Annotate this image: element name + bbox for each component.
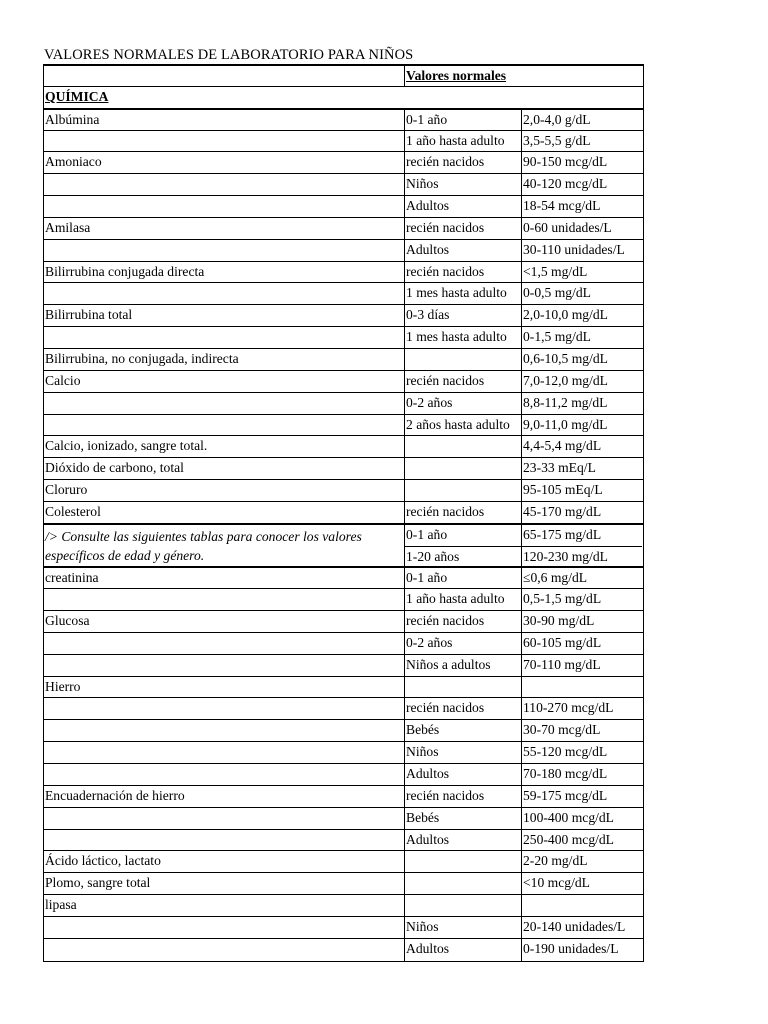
normal-value-cell: 0-190 unidades/L [523,940,619,956]
table-row [44,393,643,415]
table-row [44,742,643,764]
note-line-1: /> Consulte las siguientes tablas para conocer los valores [45,528,362,544]
note-range-1: 0-1 año [405,525,521,547]
age-range-cell: 2 años hasta adulto [405,415,522,436]
age-range-cell: Adultos [405,939,522,961]
header-blank-cell [44,66,405,86]
test-name-cell [44,131,405,152]
normal-value-cell: 2,0-4,0 g/dL [523,111,591,127]
test-name-cell: Encuadernación de hierro [44,786,405,807]
age-range-cell [405,873,522,894]
header-normal-values: Valores normales [406,68,507,83]
test-name-cell [44,830,405,851]
age-range-cell: recién nacidos [405,262,522,283]
table-row [44,851,643,873]
table-row [44,589,643,611]
table-row [44,808,643,830]
normal-value-cell: 40-120 mcg/dL [523,176,608,192]
test-name-cell: Glucosa [44,611,405,632]
section-row [44,87,643,109]
note-range-2: 1-20 años [406,548,460,564]
normal-value-cell: 110-270 mcg/dL [523,700,614,716]
table-row [44,349,643,371]
test-name-cell [44,240,405,261]
normal-value-cell: 0-0,5 mg/dL [523,285,591,301]
normal-value-cell: 0-60 unidades/L [523,219,612,235]
table-row [44,131,643,153]
age-range-cell: Niños [405,174,522,195]
table-row-note [44,524,643,568]
normal-value-cell: 0,6-10,5 mg/dL [523,350,608,366]
test-name-cell [44,196,405,217]
normal-value-cell: 100-400 mcg/dL [523,809,614,825]
test-name-cell: creatinina [44,568,405,588]
age-range-cell: Niños [405,742,522,763]
normal-value-cell: ≤0,6 mg/dL [523,570,588,586]
note-value-cell [522,525,642,567]
normal-value-cell: 30-70 mcg/dL [523,722,601,738]
document-title: VALORES NORMALES DE LABORATORIO PARA NIÑOS [44,47,414,63]
table-row [44,458,643,480]
age-range-cell [405,436,522,457]
age-range-cell: Adultos [405,764,522,785]
test-name-cell: Colesterol [44,502,405,523]
age-range-cell: Bebés [405,720,522,741]
normal-value-cell [522,895,642,916]
test-name-cell: Amilasa [44,218,405,239]
age-range-cell: recién nacidos [405,698,522,719]
test-name-cell: Plomo, sangre total [44,873,405,894]
normal-value-cell [522,677,642,698]
age-range-cell: 1 mes hasta adulto [405,283,522,304]
table-row [44,939,643,961]
table-row [44,196,643,218]
test-name-cell: Calcio, ionizado, sangre total. [44,436,405,457]
normal-value-cell: <10 mcg/dL [523,875,590,891]
table-row [44,655,643,677]
normal-value-cell: 9,0-11,0 mg/dL [523,416,608,432]
section-title: QUÍMICA [45,88,109,104]
test-name-cell [44,174,405,195]
test-name-cell [44,917,405,938]
age-range-cell: 1 año hasta adulto [405,589,522,610]
table-row [44,436,643,458]
note-range-cell [405,525,522,567]
table-row [44,895,643,917]
table-row [44,698,643,720]
age-range-cell: 1 mes hasta adulto [405,327,522,348]
table-row [44,786,643,808]
table-row [44,174,643,196]
normal-value-cell: 45-170 mg/dL [523,503,602,519]
table-row [44,917,643,939]
normal-value-cell: 4,4-5,4 mg/dL [523,438,602,454]
table-row [44,502,643,524]
normal-value-cell: 8,8-11,2 mg/dL [523,394,608,410]
test-name-cell [44,808,405,829]
table-body-b [44,567,643,960]
test-name-cell: Bilirrubina conjugada directa [44,262,405,283]
normal-value-cell: 70-110 mg/dL [523,656,601,672]
test-name-cell [44,393,405,414]
table-row [44,567,643,589]
table-row [44,633,643,655]
age-range-cell: recién nacidos [405,502,522,523]
table-row [44,677,643,699]
normal-value-cell: 70-180 mcg/dL [523,766,608,781]
table-row [44,152,643,174]
normal-value-cell: 95-105 mEq/L [523,482,603,498]
normal-value-cell: 60-105 mg/dL [523,634,602,650]
table-row [44,611,643,633]
table-row [44,873,643,895]
normal-value-cell: 30-90 mg/dL [523,613,595,629]
test-name-cell: Hierro [44,677,405,698]
age-range-cell: 0-2 años [405,633,522,654]
test-name-cell: Calcio [44,371,405,392]
age-range-cell: recién nacidos [405,786,522,807]
note-value-2: 120-230 mg/dL [523,548,608,564]
table-row [44,305,643,327]
normal-value-cell: 59-175 mcg/dL [523,787,608,803]
table-row [44,764,643,786]
lab-values-table [43,64,644,962]
test-name-cell [44,283,405,304]
test-name-cell [44,589,405,610]
normal-value-cell: 90-150 mcg/dL [523,154,608,170]
age-range-cell [405,480,522,501]
table-row [44,109,643,131]
normal-value-cell: 2,0-10,0 mg/dL [523,307,608,323]
age-range-cell: recién nacidos [405,218,522,239]
test-name-cell: Albúmina [44,110,405,130]
table-row [44,262,643,284]
age-range-cell: 0-1 año [405,110,522,130]
test-name-cell [44,327,405,348]
normal-value-cell: 55-120 mcg/dL [523,744,608,760]
table-row [44,371,643,393]
age-range-cell [405,349,522,370]
normal-value-cell: 0,5-1,5 mg/dL [523,591,602,607]
test-name-cell [44,939,405,961]
age-range-cell [405,895,522,916]
age-range-cell [405,458,522,479]
table-row [44,218,643,240]
test-name-cell [44,415,405,436]
test-name-cell: Bilirrubina, no conjugada, indirecta [44,349,405,370]
table-header-row [44,65,643,87]
normal-value-cell: 18-54 mcg/dL [523,198,601,214]
test-name-cell: Cloruro [44,480,405,501]
table-row [44,720,643,742]
table-row [44,830,643,852]
age-range-cell: 1 año hasta adulto [405,131,522,152]
note-line-2: específicos de edad y género. [45,547,205,563]
normal-value-cell: 30-110 unidades/L [523,241,625,257]
test-name-cell [44,655,405,676]
normal-value-cell: 250-400 mcg/dL [523,831,614,847]
normal-value-cell: 7,0-12,0 mg/dL [523,372,608,388]
note-cell [44,525,405,567]
note-value-1: 65-175 mg/dL [522,525,642,547]
normal-value-cell: 3,5-5,5 g/dL [523,132,591,148]
table-row [44,327,643,349]
table-row [44,480,643,502]
age-range-cell [405,851,522,872]
age-range-cell: 0-1 año [405,568,522,588]
normal-value-cell: 20-140 unidades/L [523,918,626,934]
table-row [44,415,643,437]
table-row [44,283,643,305]
test-name-cell: lipasa [44,895,405,916]
age-range-cell [405,677,522,698]
age-range-cell: recién nacidos [405,371,522,392]
normal-value-cell: 2-20 mg/dL [523,853,588,869]
age-range-cell: Niños a adultos [405,655,522,676]
age-range-cell: Adultos [405,196,522,217]
age-range-cell: 0-3 días [405,305,522,326]
age-range-cell: Bebés [405,808,522,829]
age-range-cell: recién nacidos [405,611,522,632]
normal-value-cell: 0-1,5 mg/dL [523,329,591,345]
test-name-cell: Ácido láctico, lactato [44,851,405,872]
test-name-cell: Bilirrubina total [44,305,405,326]
age-range-cell: Niños [405,917,522,938]
age-range-cell: Adultos [405,240,522,261]
age-range-cell: Adultos [405,830,522,851]
age-range-cell: recién nacidos [405,152,522,173]
test-name-cell [44,764,405,785]
table-body-a [44,109,643,524]
test-name-cell: Dióxido de carbono, total [44,458,405,479]
age-range-cell: 0-2 años [405,393,522,414]
test-name-cell [44,720,405,741]
test-name-cell [44,633,405,654]
normal-value-cell: 23-33 mEq/L [523,460,596,476]
normal-value-cell: <1,5 mg/dL [523,263,588,279]
test-name-cell [44,698,405,719]
test-name-cell [44,742,405,763]
test-name-cell: Amoniaco [44,152,405,173]
table-row [44,240,643,262]
